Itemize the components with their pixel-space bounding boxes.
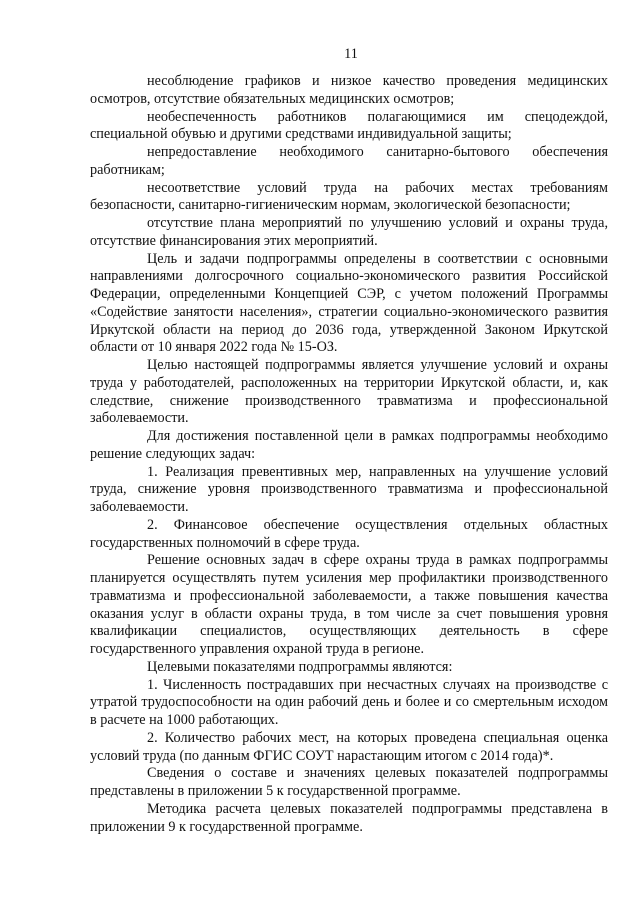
paragraph-appendix-9: Методика расчета целевых показателей подпрограммы представлена в приложении 9 к государственной программе. — [90, 800, 608, 835]
paragraph-indicators-intro: Целевыми показателями подпрограммы являются: — [147, 658, 453, 675]
paragraph-tasks-intro: Для достижения поставленной цели в рамках подпрограммы необходимо решение следующих задач: — [90, 428, 608, 462]
paragraph-task-1: 1. Реализация превентивных мер, направленных на улучшение условий труда, снижение уровня производственного травматизма и профессиональной заболеваемости. — [90, 463, 608, 515]
paragraph-protective-equipment: необеспеченность работников полагающимися им спецодеждой, специальной обувью и другими средствами индивидуальной защиты; — [90, 108, 608, 143]
paragraph-appendix-5: Сведения о составе и значениях целевых показателей подпрограммы представлены в приложении 5 к государственной программе. — [90, 765, 608, 799]
paragraph-sanitary-provision: непредоставление необходимого санитарно-бытового обеспечения работникам; — [90, 144, 608, 178]
paragraph-indicator-2: 2. Количество рабочих мест, на которых проведена специальная оценка условий труда (по данным ФГИС СОУТ нарастающим итогом с 2014 года)*. — [90, 729, 608, 764]
paragraph-solution: Решение основных задач в сфере охраны труда в рамках подпрограммы планируется осуществлять путем усиления мер профилактики производственного травматизма и профессиональной заболеваемости, а также повышения качества оказания услуг в области охраны труда, в том числе за счет повышения уровня квалификации специалистов, осуществляющих деятельность в сфере государственного управления охраной труда в регионе. — [90, 552, 608, 657]
paragraph-indicator-1: 1. Численность пострадавших при несчастных случаях на производстве с утратой трудоспособности на один рабочий день и более и со смертельным исходом в расчете на 1000 работающих. — [90, 676, 608, 728]
paragraph-no-plan: отсутствие плана мероприятий по улучшению условий и охраны труда, отсутствие финансирования этих мероприятий. — [90, 215, 608, 249]
paragraph-main-goal: Целью настоящей подпрограммы является улучшение условий и охраны труда у работодателей, расположенных на территории Иркутской области, и, как следствие, снижение производственного травматизма и профессиональной заболеваемости. — [90, 357, 608, 427]
paragraph-goals-basis: Цель и задачи подпрограммы определены в соответствии с основными направлениями долгосрочного социально-экономического развития Российской Федерации, определенными Концепцией СЭР, с учетом положений Программы «Содействие занятости населения», стратегии социально-экономического развития Иркутской области на период до 2036 года, утвержденной Законом Иркутской области от 10 января 2022 года № 15-ОЗ. — [90, 250, 608, 356]
page-number: 11 — [344, 46, 358, 62]
paragraph-task-2: 2. Финансовое обеспечение осуществления отдельных областных государственных полномочий в сфере труда. — [90, 516, 608, 551]
paragraph-working-conditions: несоответствие условий труда на рабочих местах требованиям безопасности, санитарно-гигиеническим нормам, экологической безопасности; — [90, 179, 608, 214]
paragraph-medical-exams: несоблюдение графиков и низкое качество проведения медицинских осмотров, отсутствие обязательных медицинских осмотров; — [90, 73, 608, 107]
